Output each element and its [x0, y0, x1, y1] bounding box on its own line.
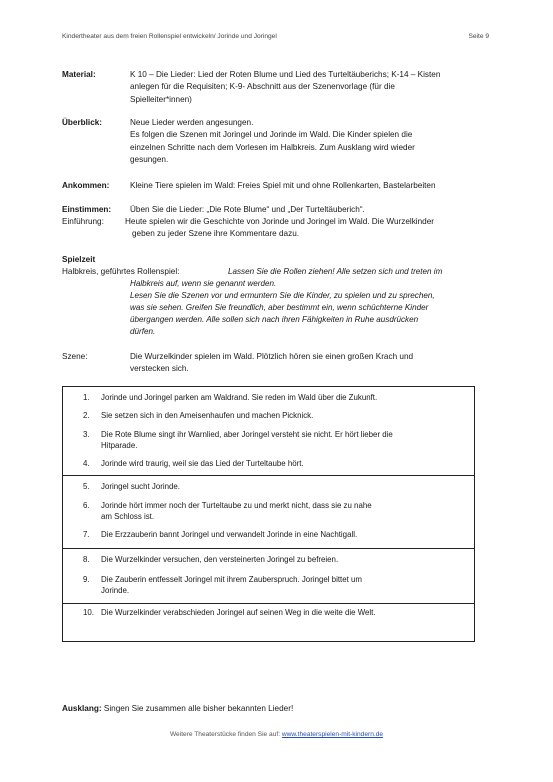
scene-text: Joringel sucht Jorinde.: [101, 482, 180, 492]
ueberblick-line: Es folgen die Szenen mit Joringel und Jorinde im Wald. Die Kinder spielen die: [130, 130, 413, 140]
scene-item: [83, 410, 458, 421]
scene-text: Jorinde wird traurig, weil sie das Lied der Turteltaube hört.: [101, 459, 304, 469]
scene-item: [83, 429, 458, 452]
scene-item: [83, 529, 458, 540]
spielzeit-heading: Spielzeit: [62, 255, 96, 264]
ueberblick-text: [130, 117, 476, 166]
scenes-block-4: [63, 603, 475, 641]
szene-line: Die Wurzelkinder spielen im Wald. Plötzlich hören sie einen großen Krach und: [130, 352, 414, 361]
scene-number: 3.: [83, 429, 90, 439]
material-label: Material:: [62, 70, 96, 79]
spielzeit-first-line: Lassen Sie die Rollen ziehen! Alle setzen sich und treten im: [228, 267, 443, 276]
spielzeit-line: Lesen Sie die Szenen vor und ermuntern Sie die Kinder, zu spielen und zu sprechen,: [130, 291, 435, 300]
scene-item: [83, 481, 458, 492]
scene-item: [83, 392, 458, 403]
scene-number: 7.: [83, 530, 90, 540]
scene-text: Die Wurzelkinder versuchen, den versteinerten Joringel zu befreien.: [101, 554, 339, 564]
scene-item: [83, 554, 458, 565]
ausklang: [62, 704, 293, 713]
spielzeit-line: was sie sehen. Greifen Sie freundlich, aber bestimmt ein, wenn schüchterne Kinder: [130, 303, 429, 312]
ankommen-text: Kleine Tiere spielen im Wald: Freies Spiel mit und ohne Rollenkarten, Bastelarbeiten: [130, 181, 436, 190]
material-line: Spielleiter*innen): [130, 94, 192, 104]
spielzeit-line: dürfen.: [130, 327, 156, 336]
scene-number: 1.: [83, 393, 90, 402]
footer-link[interactable]: www.theaterspielen-mit-kindern.de: [281, 731, 384, 738]
szene-line: verstecken sich.: [130, 364, 189, 374]
einstimmen-label: Einstimmen:: [62, 205, 112, 214]
ankommen-label: Ankommen:: [62, 181, 110, 190]
table-row: [63, 603, 475, 641]
page-number: Seite 9: [468, 33, 489, 40]
scene-item: [83, 574, 458, 597]
page-footer: [0, 731, 553, 738]
scene-number: 6.: [83, 500, 90, 510]
scenes-block-3: [63, 548, 475, 603]
page-header-title: Kindertheater aus dem freien Rollenspiel entwickeln/ Jorinde und Joringel: [62, 33, 277, 40]
einstimmen-text: Üben Sie die Lieder: „Die Rote Blume“ und „Der Turteltäuberich“.: [130, 205, 365, 214]
scene-number: 9.: [83, 574, 90, 584]
spielzeit-line: übergangen werden. Alle sollen sich nach ihren Fähigkeiten in Ruhe ausdrücken: [130, 315, 419, 324]
table-row: [63, 476, 475, 548]
scene-number: 5.: [83, 482, 90, 492]
scene-text: Sie setzen sich in den Ameisenhaufen und machen Picknick.: [101, 411, 314, 421]
szene-label: Szene:: [62, 352, 88, 361]
scene-text: Die Wurzelkinder verabschieden Joringel auf seinen Weg in die weite die Welt.: [101, 607, 376, 617]
einfuehrung-line: geben zu jeder Szene ihre Kommentare dazu.: [132, 229, 300, 239]
einfuehrung-label: Einführung:: [62, 217, 104, 226]
ueberblick-line: Neue Lieder werden angesungen.: [130, 118, 254, 127]
szene-text: [130, 351, 476, 376]
spielzeit-left-label: Halbkreis, geführtes Rollenspiel:: [62, 267, 180, 276]
scene-item: [83, 500, 458, 523]
einfuehrung-line: Heute spielen wir die Geschichte von Jorinde und Joringel im Wald. Die Wurzelkinder: [125, 217, 434, 226]
material-text: [130, 69, 476, 106]
scene-text: Die Rote Blume singt ihr Warnlied, aber Joringel versteht sie nicht. Er hört lieber die: [101, 429, 393, 439]
ausklang-text: Singen Sie zusammen alle bisher bekannten Lieder!: [103, 704, 294, 713]
scenes-block-2: [63, 476, 475, 548]
spielzeit-line: Halbkreis auf, wenn sie genannt werden.: [130, 279, 277, 288]
einfuehrung-text: [125, 216, 477, 241]
material-line: anlegen für die Requisiten; K-9- Abschnitt aus der Szenenvorlage (für die: [130, 82, 395, 92]
scene-text: Jorinde.: [101, 586, 130, 596]
scene-text: am Schloss ist.: [101, 512, 155, 522]
scene-text: Die Zauberin entfesselt Joringel mit ihrem Zauberspruch. Joringel bittet um: [101, 574, 362, 584]
material-line: K 10 – Die Lieder: Lied der Roten Blume und Lied des Turteltäuberichs; K-14 – Kisten: [130, 70, 441, 79]
scene-text: Die Erzzauberin bannt Joringel und verwandelt Jorinde in eine Nachtigall.: [101, 530, 358, 540]
scene-number: 4.: [83, 459, 90, 469]
scene-text: Jorinde und Joringel parken am Waldrand. Sie reden im Wald über die Zukunft.: [101, 393, 378, 402]
scene-number: 8.: [83, 554, 90, 564]
spielzeit-instructions: [130, 278, 476, 338]
table-row: [63, 548, 475, 603]
ausklang-label: Ausklang:: [62, 704, 102, 713]
footer-text: Weitere Theaterstücke finden Sie auf:: [169, 731, 281, 738]
scene-item: [83, 607, 458, 618]
table-row: [63, 387, 475, 476]
scenes-table: [62, 386, 475, 642]
scene-text: Hitparade.: [101, 440, 138, 450]
scene-item: [83, 458, 458, 469]
ueberblick-label: Überblick:: [62, 118, 103, 127]
scenes-block-1: [63, 387, 475, 476]
scene-text: Jorinde hört immer noch der Turteltaube zu und merkt nicht, dass sie zu nahe: [101, 500, 372, 510]
ueberblick-line: einzelnen Schritte nach dem Vorlesen im Halbkreis. Zum Ausklang wird wieder: [130, 142, 415, 152]
scene-number: 2.: [83, 411, 90, 421]
ueberblick-line: gesungen.: [130, 154, 169, 164]
scene-number: 10.: [83, 607, 94, 617]
